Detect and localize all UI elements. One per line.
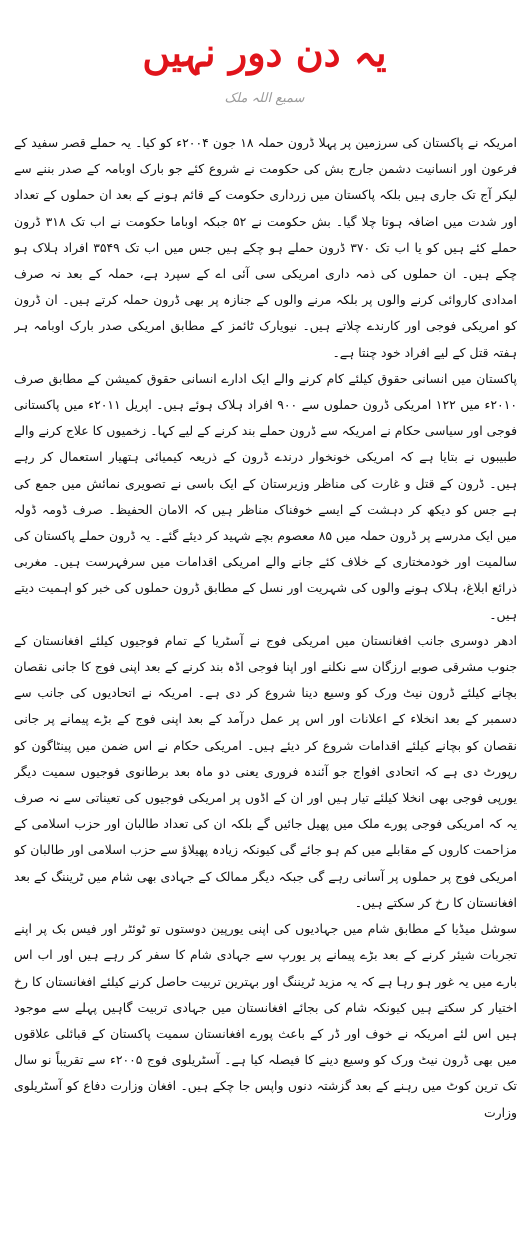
article-body	[14, 130, 517, 1252]
author-name: سمیع اللہ ملک	[224, 91, 305, 106]
paragraph: سوشل میڈیا کے مطابق شام میں جہادیوں کی اپنی یورپین دوستوں تو ٹوئٹر اور فیس بک پر اپنے تجربات شیئر کرنے کے بعد بڑے پیمانے پر یورپ سے جہادی شام کا سفر کر رہے ہیں اور اب اس بارے میں یہ غور ہو رہا ہے کہ یہ مزید ٹریننگ اور بہترین تربیت حاصل کرنے کیلئے افغانستان کا رخ اختیار کر سکتے ہیں کیونکہ شام کی بجائے افغانستان میں جہادی تربیت گاہیں پہلے سے موجود ہیں اس لئے امریکہ نے خوف اور ڈر کے باعث پورے افغانستان سمیت پاکستان کے قبائلی علاقوں میں بھی ڈرون نیٹ ورک کو وسیع دینے کا فیصلہ کیا ہے۔ آسٹریلوی فوج ۲۰۰۵ء سے تقریباً نو سال تک ترین کوٹ میں رہنے کے بعد گزشتہ دنوں واپس جا چکے ہیں۔ افغان وزارت دفاع کو آسٹریلوی وزارت	[14, 921, 517, 1120]
article-title: یہ دن دور نہیں	[142, 30, 387, 75]
paragraph: ادھر دوسری جانب افغانستان میں امریکی فوج نے آسٹریا کے تمام فوجیوں کیلئے افغانستان کے جنوب مشرقی صوبے ارزگان سے نکلنے اور اپنا فوجی اڈہ بند کرنے کے بعد اپنی فوج کا جانی نقصان بچانے کیلئے ڈرون نیٹ ورک کو وسیع دینا شروع کر دی ہے۔ امریکہ نے اتحادیوں کی جانب سے دسمبر کے بعد انخلاء کے اعلانات اور اس پر عمل درآمد کے بعد اپنی فوج کے بڑے پیمانے پر جانی نقصان کو بچانے کیلئے اقدامات شروع کر دیئے ہیں۔ امریکی حکام نے اس ضمن میں پینٹاگون کو رپورٹ دی ہے کہ اتحادی افواج جو آئندہ فروری یعنی دو ماہ بعد برطانوی فوجیوں سمیت دیگر یورپی فوجی بھی انخلا کیلئے تیار ہیں اور ان کے اڈوں پر امریکی فوجیوں کی تعیناتی سے نہ صرف یہ کہ امریکی فوجی پورے ملک میں پھیل جائیں گے بلکہ ان کی تعداد طالبان اور حزب اسلامی کے مزاحمت کاروں کے مقابلے میں کم ہو جائے گی کیونکہ زیادہ پھیلاؤ سے حزب اسلامی اور طالبان کو امریکی فوج پر حملوں پر آسانی رہے گی جبکہ دیگر ممالک کے جہادی بھی شام میں ٹریننگ کے بعد افغانستان کا رخ کر سکتے ہیں۔	[14, 632, 517, 910]
paragraph: امریکہ نے پاکستان کی سرزمین پر پہلا ڈرون حملہ ۱۸ جون ۲۰۰۴ء کو کیا۔ یہ حملے قصر سفید کے فرعون اور انسانیت دشمن جارج بش کی حکومت نے شروع کئے جو بارک اوبامہ کے صدر بننے سے لیکر آج تک جاری ہیں بلکہ پاکستان میں زرداری حکومت کے قائم ہونے کے بعد ان حملوں کے تعداد اور شدت میں اضافہ ہوتا چلا گیا۔ بش حکومت نے ۵۲ جبکہ اوباما حکومت نے اب تک ۳۱۸ ڈرون حملے کئے ہیں کو یا اب تک ۳۷۰ ڈرون حملے ہو چکے ہیں جس میں اب تک ۳۵۴۹ افراد ہلاک ہو چکے ہیں۔ ان حملوں کی ذمہ داری امریکی سی آئی اے کے سپرد ہے، حملہ کے بعد نہ صرف امدادی کاروائی کرنے والوں پر بلکہ مرنے والوں کے جنازہ پر بھی ڈرون حملہ کرتے ہیں۔ ان ڈرون کو امریکی فوجی اور کارندے چلاتے ہیں۔ نیویارک ٹائمز کے مطابق امریکی صدر بارک اوبامہ ہر ہفتہ قتل کے لیے افراد خود چنتا ہے۔	[14, 135, 517, 360]
paragraph: پاکستان میں انسانی حقوق کیلئے کام کرنے والے ایک ادارے انسانی حقوق کمیشن کے مطابق صرف ۲۰۱۰ء میں ۱۲۲ امریکی ڈرون حملوں سے ۹۰۰ افراد ہلاک ہوئے ہیں۔ اپریل ۲۰۱۱ء میں پاکستانی فوجی اور سیاسی حکام نے امریکہ سے ڈرون حملے بند کرنے کے لیے کہا۔ زخمیوں کا علاج کرنے والے طبیبوں نے بتایا ہے کہ امریکی خونخوار درندے ڈرون کے ذریعہ کیمیائی ہتھیار استعمال کر رہے ہیں۔ ڈرون کے قتل و غارت کی مناظر وزیرستان کے ایک باسی نے تصویری نمائش میں جمع کی ہے جس کو دیکھ کر دہشت کے ایسے خوفناک مناظر ہیں کہ الامان الحفیظ۔ صرف ڈومہ ڈولہ میں ایک مدرسے پر ڈرون حملہ میں ۸۵ معصوم بچے شہید کر دیئے گئے۔ یہ ڈرون حملے پاکستان کی سالمیت اور خودمختاری کے خلاف کئے جانے والے امریکی اقدامات میں سرفہرست ہیں۔ مغربی ذرائع ابلاغ، ہلاک ہونے والوں کی شہریت اور نسل کے مطابق ڈرون حملوں کی خبر کو اہمیت دیتے ہیں۔	[14, 370, 517, 622]
